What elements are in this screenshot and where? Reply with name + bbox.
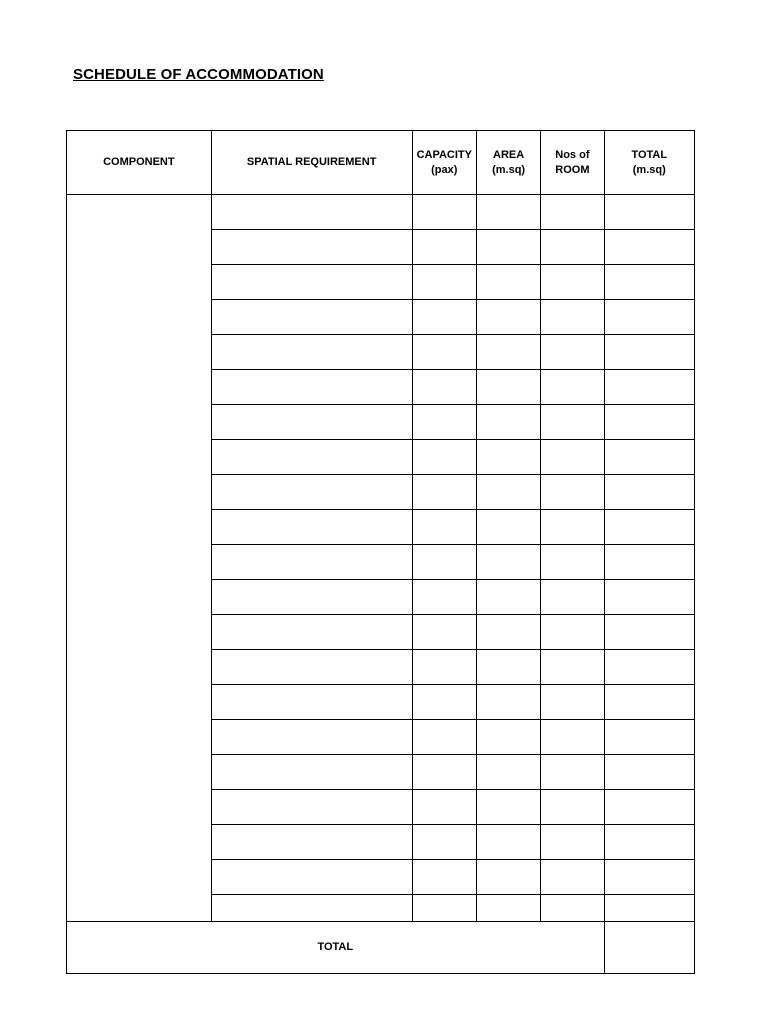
row-total-cell <box>604 615 694 650</box>
nos-of-room-cell <box>541 545 604 580</box>
header-spatial-requirement: SPATIAL REQUIREMENT <box>211 131 412 195</box>
capacity-cell <box>412 230 476 265</box>
row-total-cell <box>604 825 694 860</box>
capacity-cell <box>412 650 476 685</box>
nos-of-room-cell <box>541 860 604 895</box>
capacity-cell <box>412 265 476 300</box>
row-total-cell <box>604 650 694 685</box>
row-total-cell <box>604 370 694 405</box>
capacity-cell <box>412 580 476 615</box>
capacity-cell <box>412 615 476 650</box>
header-capacity-line2: (pax) <box>431 163 458 176</box>
capacity-cell <box>412 335 476 370</box>
area-cell <box>476 265 540 300</box>
spatial-requirement-cell <box>211 895 412 922</box>
row-total-cell <box>604 475 694 510</box>
area-cell <box>476 790 540 825</box>
header-total <box>604 131 694 195</box>
area-cell <box>476 370 540 405</box>
table-header-row <box>67 131 695 195</box>
row-total-cell <box>604 685 694 720</box>
area-cell <box>476 300 540 335</box>
nos-of-room-cell <box>541 825 604 860</box>
spatial-requirement-cell <box>211 790 412 825</box>
spatial-requirement-cell <box>211 510 412 545</box>
spatial-requirement-cell <box>211 755 412 790</box>
capacity-cell <box>412 720 476 755</box>
total-label: TOTAL <box>67 922 605 974</box>
header-nos-of-room <box>541 131 604 195</box>
area-cell <box>476 230 540 265</box>
area-cell <box>476 580 540 615</box>
header-total-line2: (m.sq) <box>632 163 666 176</box>
capacity-cell <box>412 300 476 335</box>
area-cell <box>476 475 540 510</box>
row-total-cell <box>604 790 694 825</box>
row-total-cell <box>604 300 694 335</box>
nos-of-room-cell <box>541 685 604 720</box>
row-total-cell <box>604 265 694 300</box>
nos-of-room-cell <box>541 790 604 825</box>
nos-of-room-cell <box>541 405 604 440</box>
area-cell <box>476 650 540 685</box>
capacity-cell <box>412 860 476 895</box>
capacity-cell <box>412 685 476 720</box>
nos-of-room-cell <box>541 265 604 300</box>
table-row <box>67 195 695 230</box>
nos-of-room-cell <box>541 300 604 335</box>
nos-of-room-cell <box>541 510 604 545</box>
accommodation-schedule-table <box>66 130 695 974</box>
row-total-cell <box>604 195 694 230</box>
nos-of-room-cell <box>541 440 604 475</box>
header-area <box>476 131 540 195</box>
row-total-cell <box>604 755 694 790</box>
row-total-cell <box>604 860 694 895</box>
capacity-cell <box>412 475 476 510</box>
area-cell <box>476 720 540 755</box>
capacity-cell <box>412 895 476 922</box>
capacity-cell <box>412 790 476 825</box>
area-cell <box>476 545 540 580</box>
table-total-row <box>67 922 695 974</box>
total-value-cell <box>604 922 694 974</box>
row-total-cell <box>604 580 694 615</box>
nos-of-room-cell <box>541 650 604 685</box>
header-capacity <box>412 131 476 195</box>
spatial-requirement-cell <box>211 475 412 510</box>
header-total-line1: TOTAL <box>631 148 668 161</box>
header-capacity-line1: CAPACITY <box>416 148 472 161</box>
spatial-requirement-cell <box>211 265 412 300</box>
spatial-requirement-cell <box>211 195 412 230</box>
row-total-cell <box>604 510 694 545</box>
header-area-line1: AREA <box>493 148 525 161</box>
area-cell <box>476 440 540 475</box>
header-nos-line2: ROOM <box>555 163 590 176</box>
nos-of-room-cell <box>541 335 604 370</box>
spatial-requirement-cell <box>211 685 412 720</box>
area-cell <box>476 755 540 790</box>
nos-of-room-cell <box>541 475 604 510</box>
spatial-requirement-cell <box>211 615 412 650</box>
capacity-cell <box>412 440 476 475</box>
spatial-requirement-cell <box>211 580 412 615</box>
spatial-requirement-cell <box>211 405 412 440</box>
spatial-requirement-cell <box>211 300 412 335</box>
header-nos-line1: Nos of <box>555 148 590 161</box>
nos-of-room-cell <box>541 895 604 922</box>
area-cell <box>476 825 540 860</box>
row-total-cell <box>604 405 694 440</box>
spatial-requirement-cell <box>211 335 412 370</box>
header-component: COMPONENT <box>67 131 212 195</box>
capacity-cell <box>412 510 476 545</box>
table-body <box>67 195 695 922</box>
area-cell <box>476 195 540 230</box>
spatial-requirement-cell <box>211 370 412 405</box>
row-total-cell <box>604 895 694 922</box>
area-cell <box>476 615 540 650</box>
area-cell <box>476 860 540 895</box>
spatial-requirement-cell <box>211 440 412 475</box>
row-total-cell <box>604 335 694 370</box>
row-total-cell <box>604 545 694 580</box>
spatial-requirement-cell <box>211 720 412 755</box>
capacity-cell <box>412 755 476 790</box>
nos-of-room-cell <box>541 370 604 405</box>
nos-of-room-cell <box>541 755 604 790</box>
row-total-cell <box>604 720 694 755</box>
row-total-cell <box>604 230 694 265</box>
spatial-requirement-cell <box>211 860 412 895</box>
spatial-requirement-cell <box>211 825 412 860</box>
nos-of-room-cell <box>541 195 604 230</box>
row-total-cell <box>604 440 694 475</box>
header-area-line2: (m.sq) <box>492 163 526 176</box>
capacity-cell <box>412 195 476 230</box>
area-cell <box>476 895 540 922</box>
document-title: SCHEDULE OF ACCOMMODATION <box>73 66 324 83</box>
spatial-requirement-cell <box>211 230 412 265</box>
area-cell <box>476 405 540 440</box>
nos-of-room-cell <box>541 230 604 265</box>
area-cell <box>476 685 540 720</box>
nos-of-room-cell <box>541 615 604 650</box>
component-cell <box>67 195 212 922</box>
capacity-cell <box>412 405 476 440</box>
capacity-cell <box>412 370 476 405</box>
area-cell <box>476 510 540 545</box>
capacity-cell <box>412 545 476 580</box>
nos-of-room-cell <box>541 580 604 615</box>
spatial-requirement-cell <box>211 545 412 580</box>
capacity-cell <box>412 825 476 860</box>
nos-of-room-cell <box>541 720 604 755</box>
area-cell <box>476 335 540 370</box>
spatial-requirement-cell <box>211 650 412 685</box>
